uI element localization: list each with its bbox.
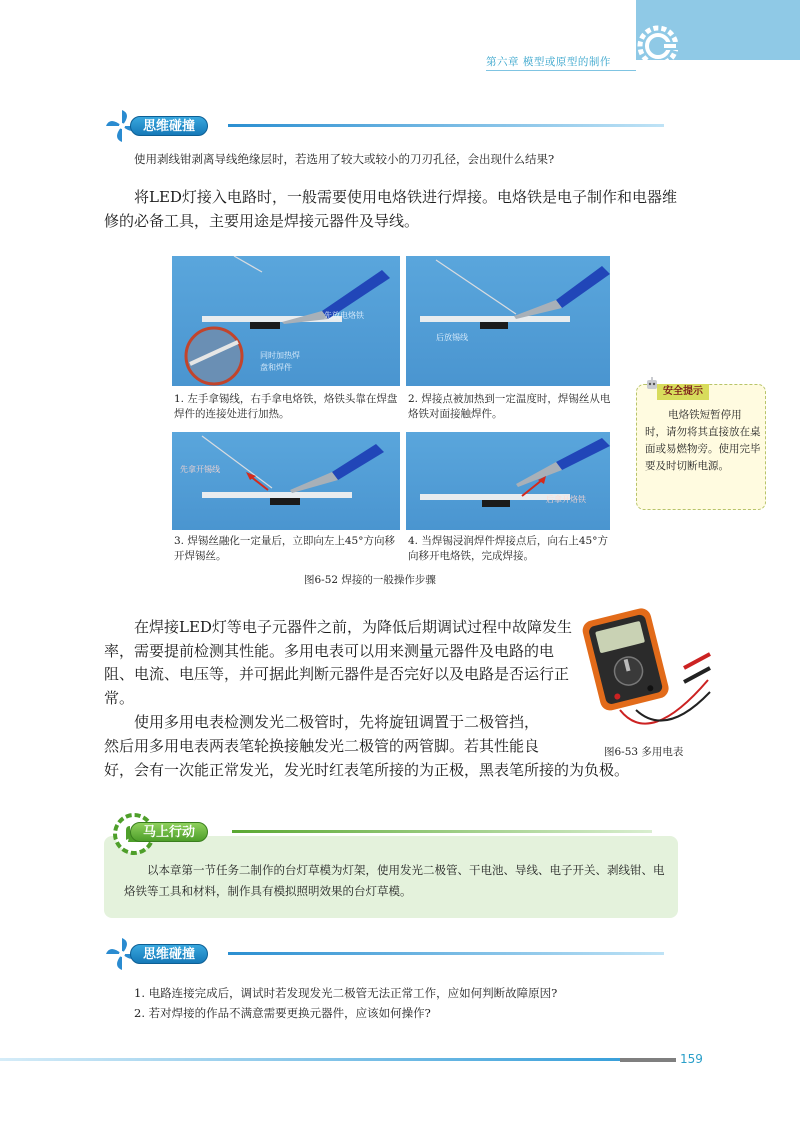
step3-tag: 先拿开锡线	[180, 465, 220, 474]
soldering-step4-photo	[406, 432, 610, 530]
thinking-question: 使用剥线钳剥离导线绝缘层时，若选用了较大或较小的刀刃孔径，会出现什么结果?	[134, 152, 555, 166]
safety-tip-box	[636, 384, 766, 510]
banner-title: 思维碰撞	[130, 944, 208, 964]
figure-653-caption: 图6-53 多用电表	[604, 746, 684, 758]
soldering-step3-photo	[172, 432, 400, 530]
footer-rule	[0, 1058, 620, 1061]
action-banner-rule	[232, 830, 652, 833]
step2-caption: 2. 焊接点被加热到一定温度时，焊锡丝从电烙铁对面接触焊件。	[408, 393, 611, 420]
action-banner: 马上行动	[130, 822, 208, 842]
step3-caption: 3. 焊锡丝融化一定量后，立即向左上45°方向移开焊锡丝。	[174, 535, 395, 562]
step4-tag: 后拿开烙铁	[546, 495, 586, 504]
step1-tag-heat-b: 盘和焊件	[260, 363, 292, 372]
step2-tag: 后放锡线	[436, 333, 468, 342]
action-text: 以本章第一节任务二制作的台灯草模为灯架，使用发光二极管、干电池、导线、电子开关、剥线钳、电烙铁等工具和材料，制作具有模拟照明效果的台灯草模。	[124, 863, 665, 898]
soldering-step1-photo	[172, 256, 400, 386]
multimeter-paragraph-2-line3: 好，会有一次能正常发光，发光时红表笔所接的为正极，黑表笔所接的为负极。	[104, 761, 630, 779]
gear-icon	[630, 18, 686, 74]
header-rule	[486, 70, 636, 71]
intro-paragraph: 将LED灯接入电路时，一般需要使用电烙铁进行焊接。电烙铁是电子制作和电器维修的必备工具，主要用途是焊接元器件及导线。	[104, 188, 677, 230]
multimeter-paragraph-1: 在焊接LED灯等电子元器件之前，为降低后期调试过程中故障发生率，需要提前检测其性能。多用电表可以用来测量元器件及电路的电阻、电流、电压等，并可据此判断元器件是否完好以及电路是否运行正常。	[104, 618, 572, 707]
step1-caption: 1. 左手拿锡线，右手拿电烙铁，烙铁头靠在焊盘焊件的连接处进行加热。	[174, 393, 398, 420]
multimeter-paragraph-2-line1: 使用多用电表检测发光二极管时，先将旋钮调置于二极管挡，	[134, 713, 540, 731]
step4-caption: 4. 当焊锡浸润焊件焊接点后，向右上45°方向移开电烙铁，完成焊接。	[408, 535, 608, 562]
multimeter-image	[580, 598, 712, 732]
robot-icon	[644, 376, 660, 392]
banner-rule	[228, 124, 664, 127]
safety-tip-title: 安全提示	[657, 384, 709, 400]
thinking-banner	[104, 108, 664, 148]
banner-title: 思维碰撞	[130, 116, 208, 136]
page-number: 159	[680, 1052, 703, 1066]
step1-tag-iron: 先放电烙铁	[324, 311, 364, 320]
figure-652-caption: 图6-52 焊接的一般操作步骤	[304, 574, 436, 586]
banner-rule	[228, 952, 664, 955]
thinking-question-2: 2. 若对焊接的作品不满意需要更换元器件，应该如何操作?	[134, 1006, 431, 1020]
chapter-title: 第六章 模型或原型的制作	[486, 56, 611, 68]
soldering-step2-photo	[406, 256, 610, 386]
thinking-question-1: 1. 电路连接完成后，调试时若发现发光二极管无法正常工作，应如何判断故障原因?	[134, 986, 558, 1000]
multimeter-paragraph-2-line2: 然后用多用电表两表笔轮换接触发光二极管的两管脚。若其性能良	[104, 737, 540, 755]
footer-marker	[620, 1058, 676, 1062]
safety-tip-text: 电烙铁短暂停用时，请勿将其直接放在桌面或易燃物旁。使用完毕要及时切断电源。	[645, 409, 761, 472]
thinking-banner-2	[104, 936, 664, 976]
step1-tag-heat-a: 同时加热焊	[260, 351, 300, 360]
